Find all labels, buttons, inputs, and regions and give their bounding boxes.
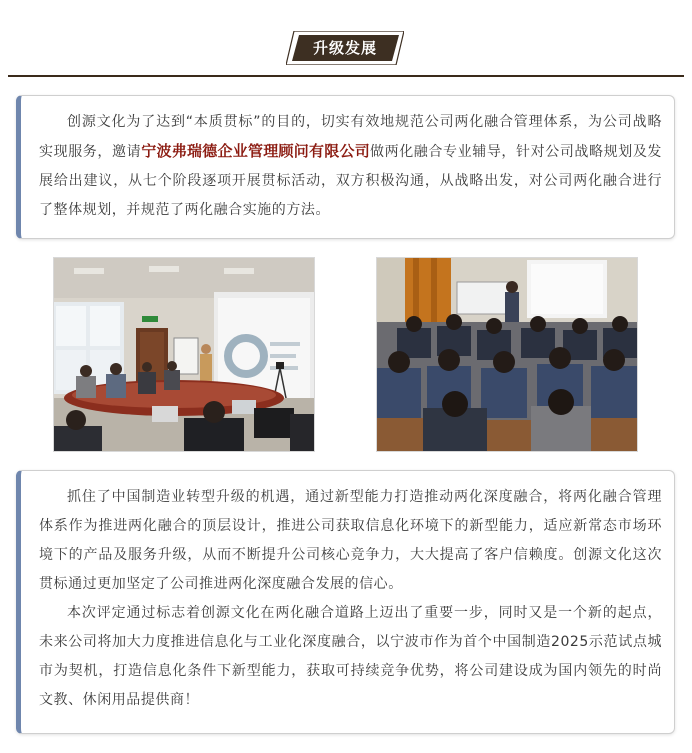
intro-paragraph: [39, 108, 662, 225]
section-header: [0, 0, 692, 80]
intro-text-before: 创源文化为了达到“本质贯标”的目的，切实有效地规范公司两化融合管理体系，为公司战略实现服务，邀请: [39, 114, 662, 160]
summary-card: [16, 470, 675, 734]
meeting-room-photo: [53, 257, 315, 452]
section-title: 升级发展: [312, 39, 377, 57]
section-title-badge: [286, 31, 404, 65]
consultant-company-name: 宁波弗瑞德企业管理顾问有限公司: [141, 142, 370, 160]
summary-paragraph-1: 抓住了中国制造业转型升级的机遇，通过新型能力打造推动两化深度融合，将两化融合管理体系作为推进两化融合的顶层设计，推进公司获取信息化环境下的新型能力，适应新常态市场环境下的产品及服务升级，从而不断提升公司核心竞争力，大大提高了客户信赖度。创源文化这次贯标通过更加坚定了公司推进两化深度融合发展的信心。: [39, 489, 662, 592]
training-session-photo: [376, 257, 638, 452]
summary-paragraph-2: 本次评定通过标志着创源文化在两化融合道路上迈出了重要一步，同时又是一个新的起点，未来公司将加大力度推进信息化与工业化深度融合，以宁波市作为首个中国制造2025示范试点城市为契机，打造信息化条件下新型能力，获取可持续竞争优势，将公司建设成为国内领先的时尚文教、休闲用品提供商！: [39, 605, 662, 708]
intro-text-after: 做两化融合专业辅导，针对公司战略规划及发展给出建议，从七个阶段逐项开展贯标活动，双方积极沟通，从战略出发，对公司两化融合进行了整体规划，并规范了两化融合实施的方法。: [39, 144, 662, 218]
intro-card: [16, 95, 675, 239]
section-divider: [8, 75, 684, 77]
